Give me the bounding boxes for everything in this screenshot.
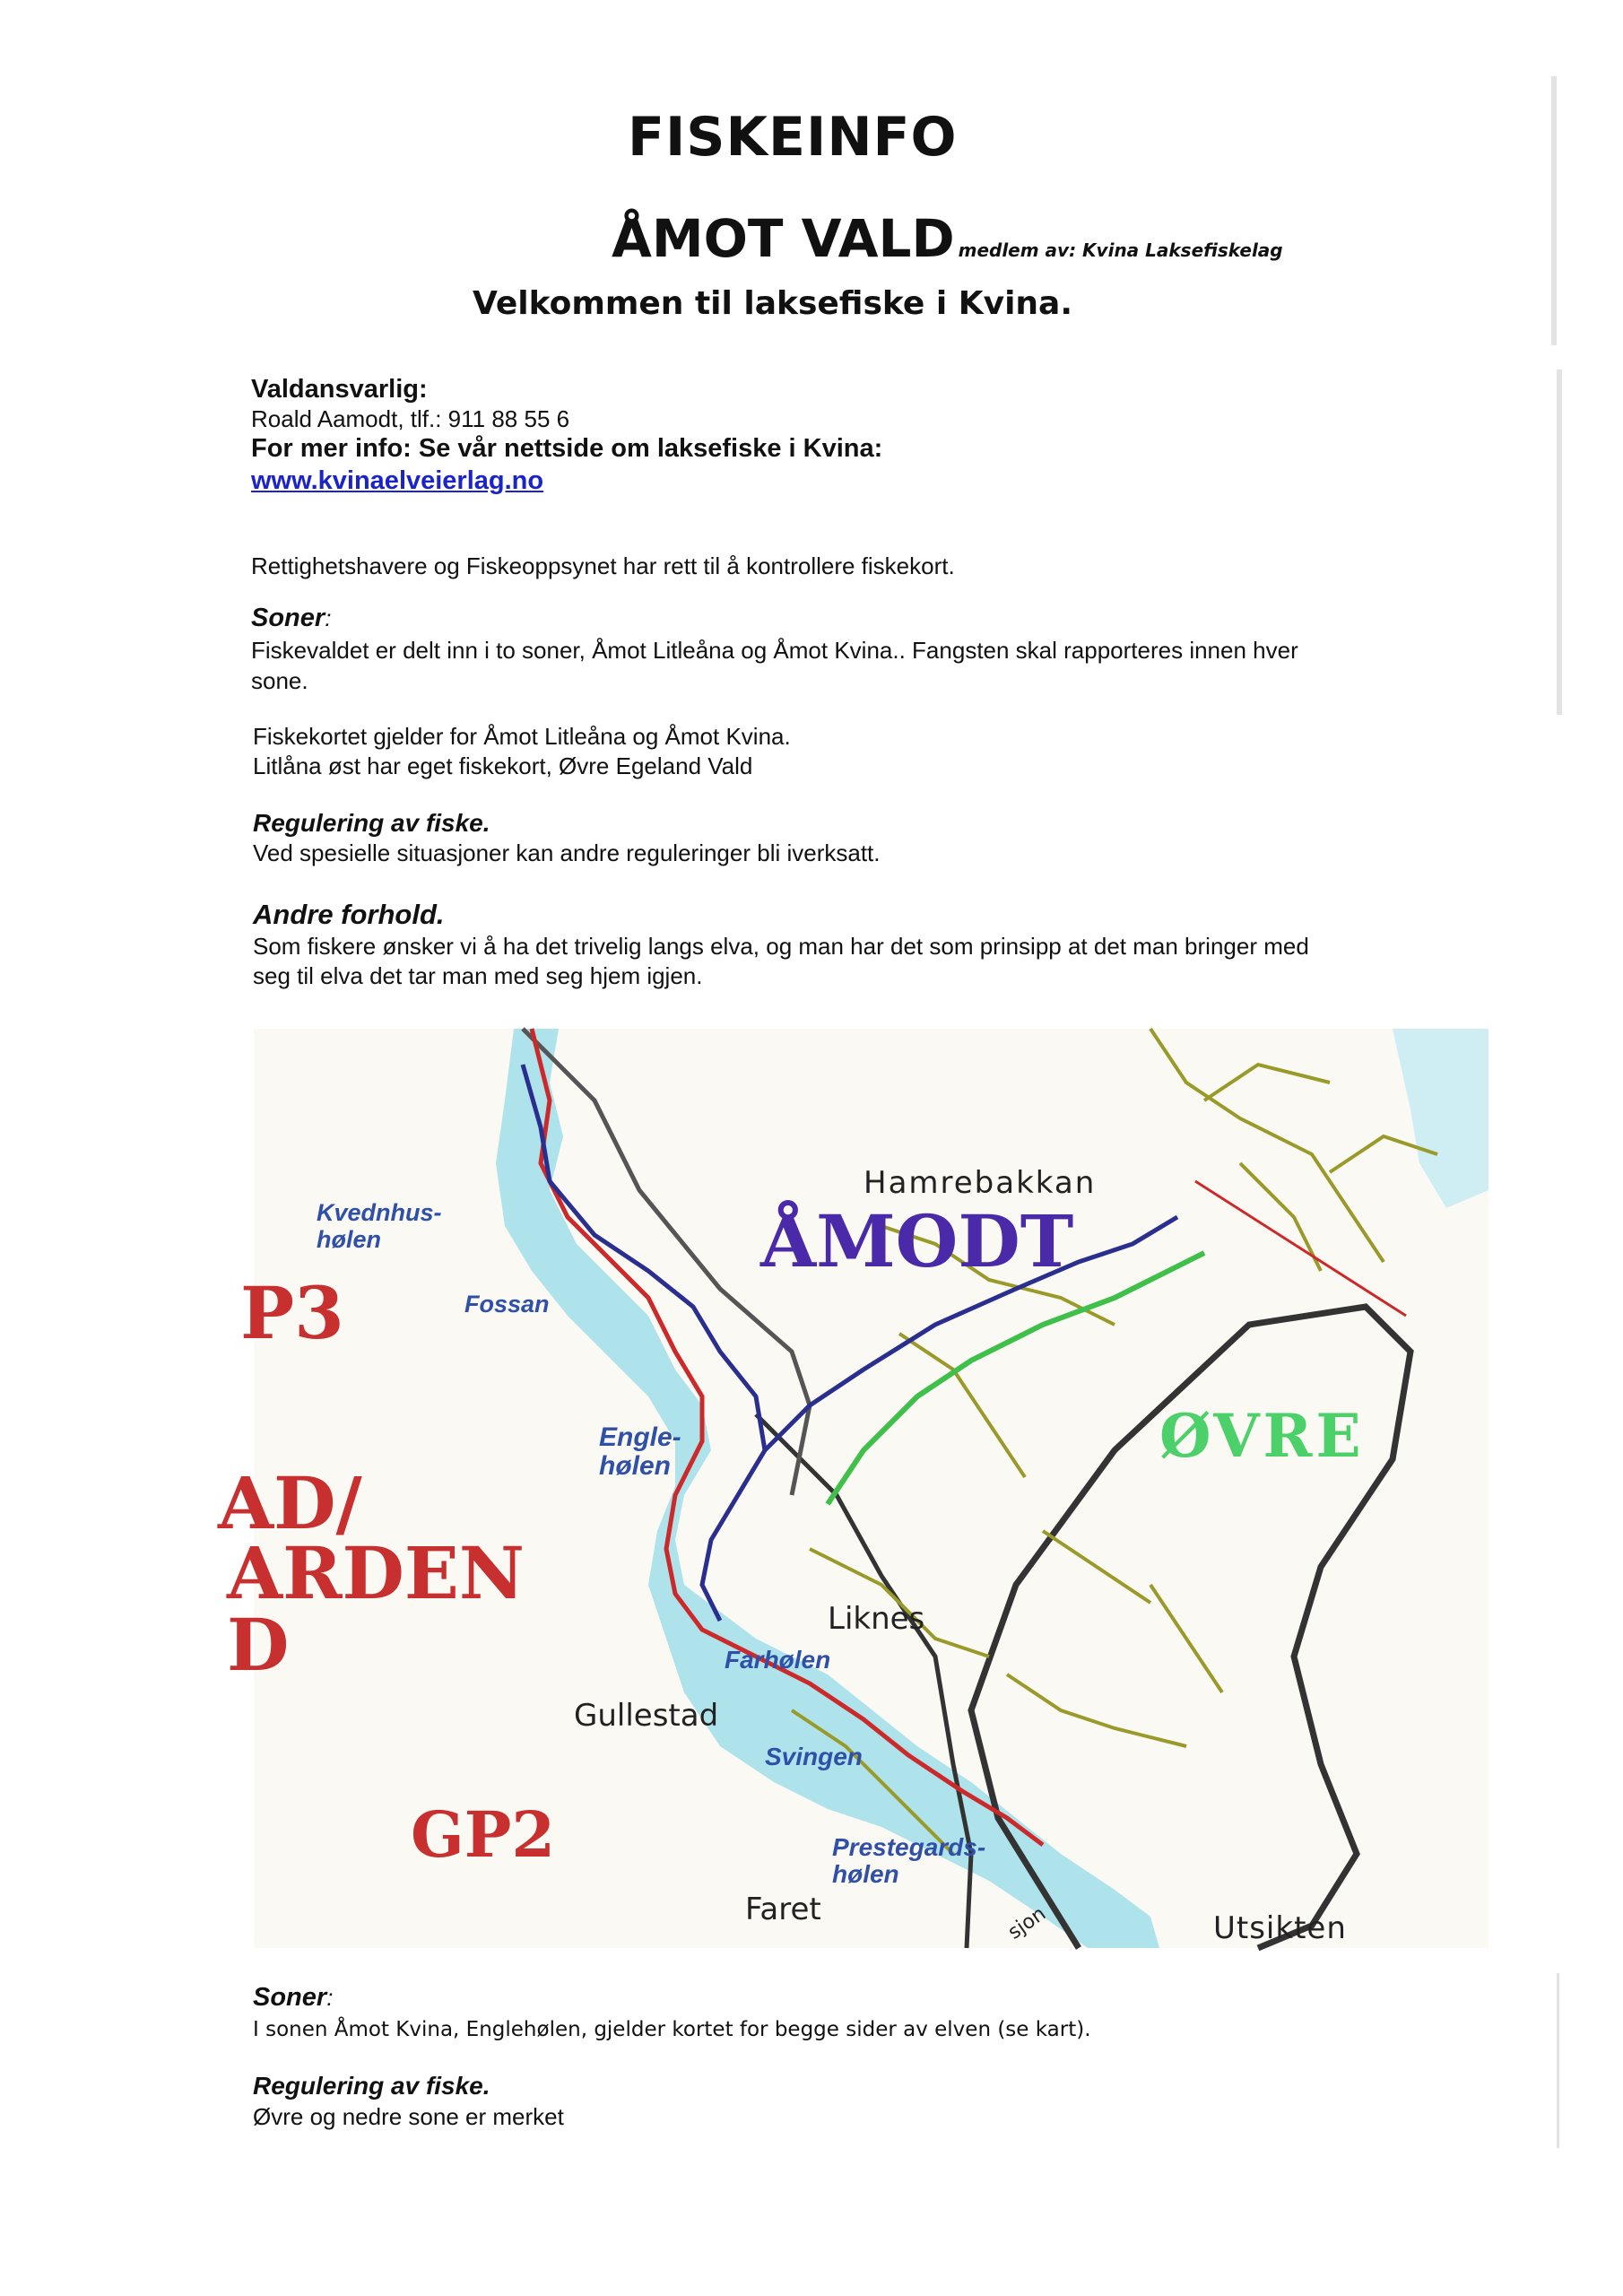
map-label-fossan: Fossan	[464, 1291, 550, 1318]
page-edge-line	[1551, 76, 1557, 345]
zones-text-line2: sone.	[251, 667, 308, 694]
map-label-hamrebakkan: Hamrebakkan	[864, 1165, 1097, 1201]
map-label-utsikten: Utsikten	[1213, 1910, 1347, 1946]
map-label-p3: P3	[240, 1271, 344, 1355]
map-label-amodt: ÅMODT	[760, 1199, 1074, 1283]
map-label-faret: Faret	[745, 1892, 821, 1927]
map-label-prest-1: Prestegards-	[832, 1833, 986, 1861]
map-label-liknes: Liknes	[828, 1601, 925, 1637]
zones-heading	[251, 603, 331, 633]
contact-person: Roald Aamodt, tlf.: 911 88 55 6	[251, 405, 570, 432]
map-label-gp2: GP2	[411, 1797, 556, 1872]
regulation-heading: Regulering av fiske.	[253, 809, 490, 837]
membership-note: medlem av: Kvina Laksefiskelag	[958, 239, 1283, 261]
map-label-prest-2: hølen	[832, 1860, 899, 1888]
map-label-farholen: Farhølen	[725, 1646, 831, 1674]
zones2-heading	[253, 1982, 333, 2013]
zones-heading-colon: :	[325, 604, 332, 631]
license-text-line1: Fiskekortet gjelder for Åmot Litleåna og Åmot Kvina.	[253, 723, 791, 750]
other-text-line1: Som fiskere ønsker vi å ha det trivelig langs elva, og man har det som prinsipp at det man bringer med	[253, 933, 1309, 960]
map-label-d: D	[227, 1603, 290, 1687]
other-text-line2: seg til elva det tar man med seg hjem igjen.	[253, 962, 703, 989]
map-label-arden: ARDEN	[227, 1531, 525, 1615]
map-label-ovre: ØVRE	[1159, 1401, 1365, 1471]
regulation2-heading: Regulering av fiske.	[253, 2072, 490, 2100]
page-edge-line	[1557, 370, 1562, 715]
map-label-svingen: Svingen	[765, 1743, 863, 1770]
map-label-sjon: sjon	[1003, 1902, 1051, 1944]
zones2-heading-text: Soner	[253, 1983, 327, 2012]
regulation2-text: Øvre og nedre sone er merket	[253, 2103, 564, 2130]
map-label-englehulen	[599, 1423, 681, 1481]
contact-heading: Valdansvarlig:	[251, 375, 428, 404]
vald-name: ÅMOT VALD	[612, 208, 955, 269]
fishing-map	[218, 1029, 1488, 1948]
map-label-prestegardsholen	[832, 1834, 985, 1888]
regulation-text: Ved spesielle situasjoner kan andre reguleringer bli iverksatt.	[253, 839, 881, 866]
map-label-kvednhus-2: hølen	[317, 1226, 381, 1253]
map-label-gullestad: Gullestad	[574, 1698, 719, 1734]
more-info-text: For mer info: Se vår nettside om laksefiske i Kvina:	[251, 434, 883, 463]
welcome-text: Velkommen til laksefiske i Kvina.	[473, 285, 1073, 322]
zones-heading-text: Soner	[251, 604, 325, 632]
website-link[interactable]: www.kvinaelveierlag.no	[251, 466, 544, 495]
zones-text-line1: Fiskevaldet er delt inn i to soner, Åmot Litleåna og Åmot Kvina.. Fangsten skal rapporteres innen hver	[251, 637, 1298, 664]
map-label-kvednhus	[317, 1199, 442, 1253]
rights-text: Rettighetshavere og Fiskeoppsynet har rett til å kontrollere fiskekort.	[251, 552, 955, 579]
page-title: FISKEINFO	[628, 106, 958, 169]
map-label-engle-2: hølen	[599, 1451, 671, 1481]
zones2-text: I sonen Åmot Kvina, Englehølen, gjelder kortet for begge sider av elven (se kart).	[253, 2018, 1091, 2041]
map-label-ad: AD/	[218, 1461, 362, 1545]
map-label-engle-1: Engle-	[599, 1422, 681, 1452]
zones2-heading-colon: :	[326, 1984, 334, 2011]
vald-heading	[612, 208, 1283, 269]
map-label-kvednhus-1: Kvednhus-	[317, 1199, 442, 1226]
license-text-line2: Litlåna øst har eget fiskekort, Øvre Egeland Vald	[253, 752, 753, 779]
page-edge-line	[1557, 1973, 1559, 2148]
lake-top-right	[1393, 1029, 1488, 1208]
other-heading: Andre forhold.	[253, 899, 445, 930]
